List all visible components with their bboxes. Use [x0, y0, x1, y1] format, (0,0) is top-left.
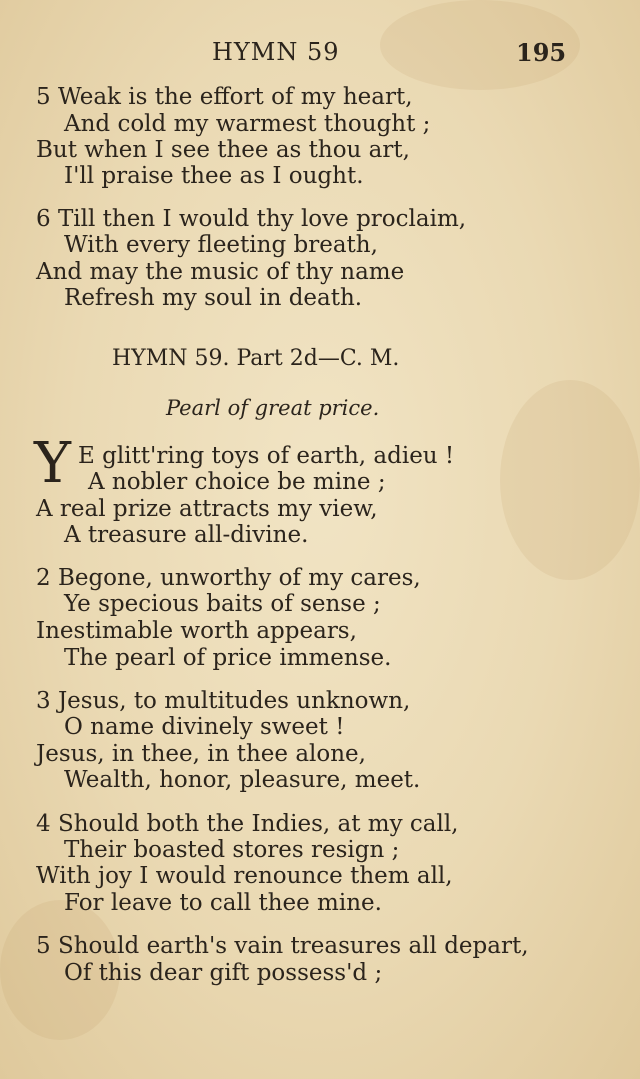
verse-line: 6 Till then I would thy love proclaim,: [36, 206, 467, 232]
running-title: HYMN 59: [212, 38, 340, 66]
verse-line: A treasure all-divine.: [64, 522, 309, 548]
verse-line: A real prize attracts my view,: [36, 496, 378, 522]
verse-line: 3 Jesus, to multitudes unknown,: [36, 688, 411, 714]
verse-line: Ye specious baits of sense ;: [64, 591, 381, 617]
verse-line: Wealth, honor, pleasure, meet.: [64, 767, 421, 793]
paper-stain: [500, 380, 640, 580]
verse-line: I'll praise thee as I ought.: [64, 163, 364, 189]
verse-line: 4 Should both the Indies, at my call,: [36, 811, 459, 837]
verse-line: With every fleeting breath,: [64, 232, 378, 258]
verse-line: 5 Weak is the effort of my heart,: [36, 84, 413, 110]
verse-line: Their boasted stores resign ;: [64, 837, 400, 863]
drop-cap: Y: [34, 431, 71, 496]
verse-line: A nobler choice be mine ;: [88, 469, 386, 495]
verse-line: The pearl of price immense.: [64, 645, 392, 671]
verse-line: But when I see thee as thou art,: [36, 137, 410, 163]
verse-line: E glitt'ring toys of earth, adieu !: [78, 443, 455, 469]
verse-line: 5 Should earth's vain treasures all depart,: [36, 933, 529, 959]
verse-line: Refresh my soul in death.: [64, 285, 363, 311]
hymn-subtitle: Pearl of great price.: [166, 396, 380, 420]
verse-line: And may the music of thy name: [36, 259, 405, 285]
verse-line: O name divinely sweet !: [64, 714, 345, 740]
hymn-title: HYMN 59. Part 2d—C. M.: [112, 346, 400, 371]
verse-line: Jesus, in thee, in thee alone,: [36, 741, 366, 767]
page-number: 195: [516, 38, 567, 67]
verse-line: Of this dear gift possess'd ;: [64, 960, 383, 986]
verse-line: And cold my warmest thought ;: [64, 111, 431, 137]
verse-line: For leave to call thee mine.: [64, 890, 382, 916]
verse-line: Inestimable worth appears,: [36, 618, 357, 644]
verse-line: 2 Begone, unworthy of my cares,: [36, 565, 421, 591]
verse-line: With joy I would renounce them all,: [36, 863, 453, 889]
page-header: [0, 38, 640, 72]
